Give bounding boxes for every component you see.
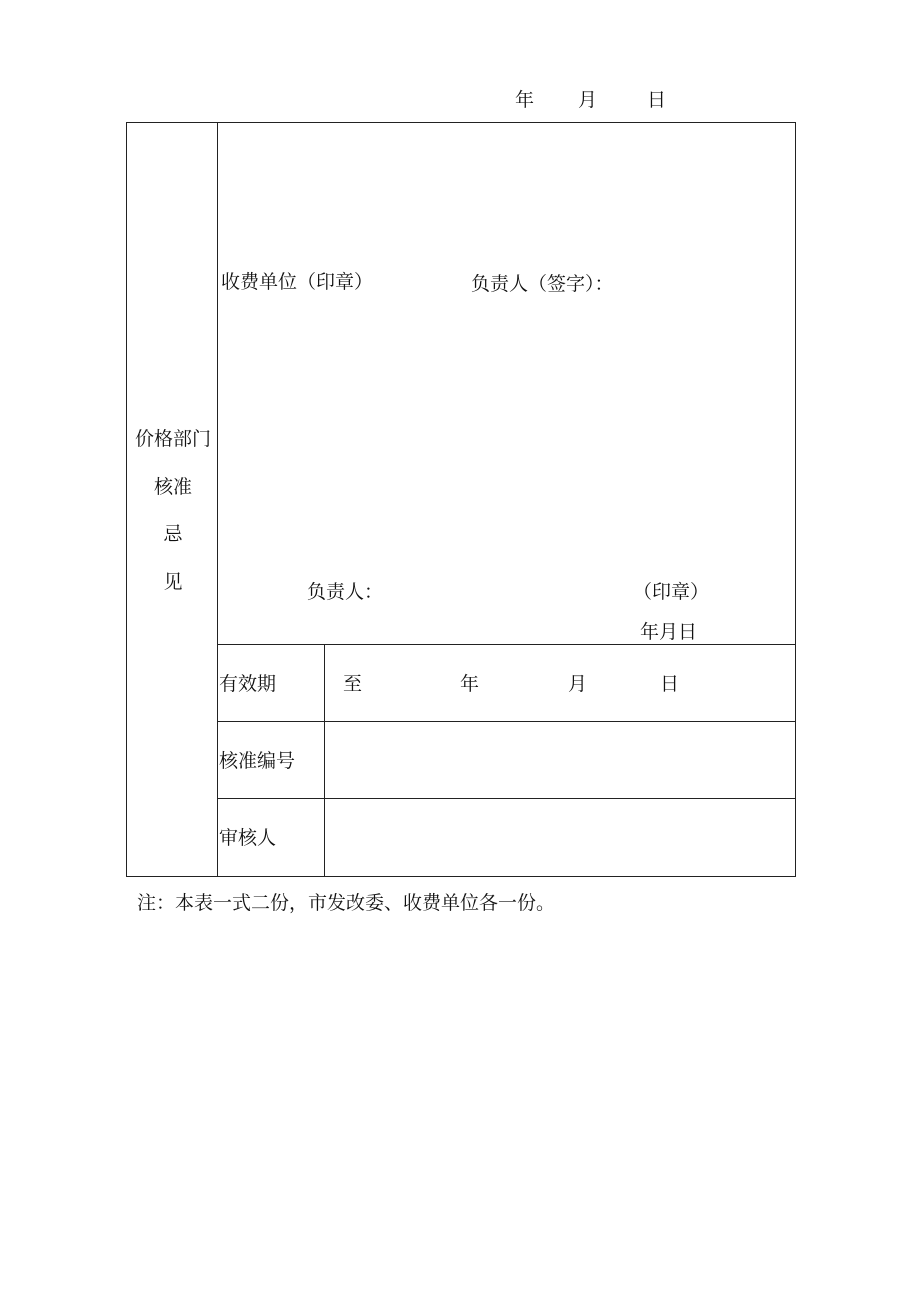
lower-rows-divider bbox=[324, 644, 325, 877]
reviewer-label: 审核人 bbox=[219, 827, 277, 849]
table-bottom-border bbox=[126, 876, 796, 877]
row-divider-approval-top bbox=[217, 721, 796, 722]
approval-date-label: 年月日 bbox=[640, 621, 698, 643]
table-right-border bbox=[795, 122, 796, 877]
validity-label: 有效期 bbox=[219, 673, 277, 695]
signer-label: 负责人（签字）： bbox=[471, 273, 614, 295]
reviewer-field[interactable] bbox=[330, 812, 790, 862]
table-top-border bbox=[126, 122, 796, 123]
table-left-border bbox=[126, 122, 127, 877]
row-divider-reviewer-top bbox=[217, 798, 796, 799]
header-year-label: 年 bbox=[515, 89, 535, 111]
responsible-person-label: 负责人： bbox=[307, 581, 384, 603]
validity-month-label: 月 bbox=[568, 673, 588, 695]
footnote: 注：本表一式二份，市发改委、收费单位各一份。 bbox=[137, 892, 556, 914]
validity-year-label: 年 bbox=[460, 673, 480, 695]
row-divider-validity-top bbox=[217, 644, 796, 645]
header-month-label: 月 bbox=[578, 89, 598, 111]
approval-number-label: 核准编号 bbox=[219, 750, 296, 772]
validity-day-label: 日 bbox=[660, 673, 680, 695]
approval-number-field[interactable] bbox=[330, 735, 790, 785]
left-label-line-4: 见 bbox=[163, 571, 183, 593]
left-label-line-3: 忌 bbox=[163, 523, 183, 545]
label-column-divider bbox=[217, 122, 218, 877]
left-label-line-1: 价格部门 bbox=[134, 428, 211, 450]
validity-to-label: 至 bbox=[343, 673, 363, 695]
header-day-label: 日 bbox=[647, 89, 667, 111]
fee-unit-seal-label: 收费单位（印章） bbox=[221, 271, 374, 293]
seal-label: （印章） bbox=[633, 581, 710, 603]
left-label-line-2: 核准 bbox=[153, 476, 192, 498]
